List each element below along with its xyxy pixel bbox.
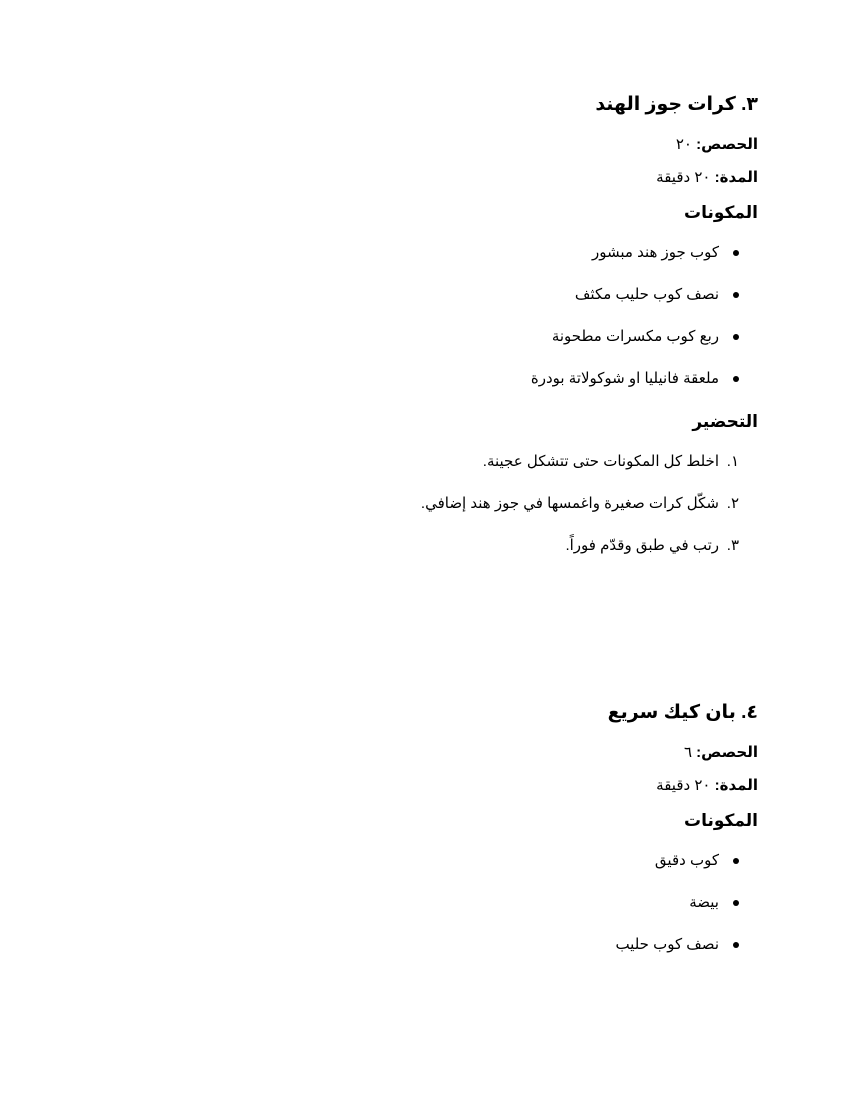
servings-value: ٢٠ bbox=[675, 136, 692, 153]
duration-value: ٢٠ دقيقة bbox=[656, 777, 711, 794]
ingredient-text: نصف كوب حليب bbox=[615, 936, 719, 953]
recipe-title: ٣. كرات جوز الهند bbox=[595, 94, 758, 115]
step-number: ١. bbox=[726, 453, 739, 470]
preparation-heading: التحضير bbox=[692, 412, 758, 431]
ingredient-text: بيضة bbox=[689, 894, 719, 911]
step-text: رتب في طبق وقدّم فوراً. bbox=[565, 537, 719, 554]
bullet-icon bbox=[733, 858, 739, 864]
bullet-icon bbox=[733, 942, 739, 948]
recipe-coconut-balls bbox=[338, 92, 758, 578]
bullet-icon bbox=[733, 334, 739, 340]
step-text: شكّل كرات صغيرة واغمسها في جوز هند إضافي. bbox=[420, 495, 719, 512]
ingredient-item bbox=[338, 851, 758, 871]
servings-line bbox=[338, 744, 758, 761]
duration-label: المدة: bbox=[714, 169, 758, 186]
ingredient-text: ملعقة فانيليا او شوكولاتة بودرة bbox=[530, 370, 719, 387]
servings-line bbox=[338, 136, 758, 153]
recipe-quick-pancake bbox=[338, 700, 758, 977]
recipe-meta bbox=[338, 744, 758, 794]
bullet-icon bbox=[733, 250, 739, 256]
ingredient-item bbox=[338, 243, 758, 263]
step-item bbox=[338, 452, 758, 472]
recipe-title: ٤. بان كيك سريع bbox=[607, 702, 758, 723]
duration-value: ٢٠ دقيقة bbox=[656, 169, 711, 186]
bullet-icon bbox=[733, 376, 739, 382]
ingredient-item bbox=[338, 285, 758, 305]
ingredients-list bbox=[338, 243, 758, 389]
steps-list bbox=[338, 452, 758, 556]
bullet-icon bbox=[733, 292, 739, 298]
ingredient-text: ربع كوب مكسرات مطحونة bbox=[551, 328, 719, 345]
ingredient-item bbox=[338, 327, 758, 347]
bullet-icon bbox=[733, 900, 739, 906]
servings-label: الحصص: bbox=[696, 136, 758, 153]
step-item bbox=[338, 536, 758, 556]
ingredient-text: نصف كوب حليب مكثف bbox=[574, 286, 719, 303]
servings-value: ٦ bbox=[683, 744, 692, 761]
ingredients-heading: المكونات bbox=[683, 203, 758, 222]
servings-label: الحصص: bbox=[696, 744, 758, 761]
duration-line bbox=[338, 169, 758, 186]
step-number: ٣. bbox=[726, 537, 739, 554]
duration-label: المدة: bbox=[714, 777, 758, 794]
ingredient-item bbox=[338, 369, 758, 389]
ingredient-item bbox=[338, 935, 758, 955]
ingredient-text: كوب دقيق bbox=[654, 852, 719, 869]
ingredients-list bbox=[338, 851, 758, 955]
recipe-meta bbox=[338, 136, 758, 186]
ingredient-text: كوب جوز هند مبشور bbox=[591, 244, 719, 261]
step-number: ٢. bbox=[726, 495, 739, 512]
ingredients-heading: المكونات bbox=[683, 811, 758, 830]
ingredient-item bbox=[338, 893, 758, 913]
duration-line bbox=[338, 777, 758, 794]
step-item bbox=[338, 494, 758, 514]
step-text: اخلط كل المكونات حتى تتشكل عجينة. bbox=[482, 453, 719, 470]
